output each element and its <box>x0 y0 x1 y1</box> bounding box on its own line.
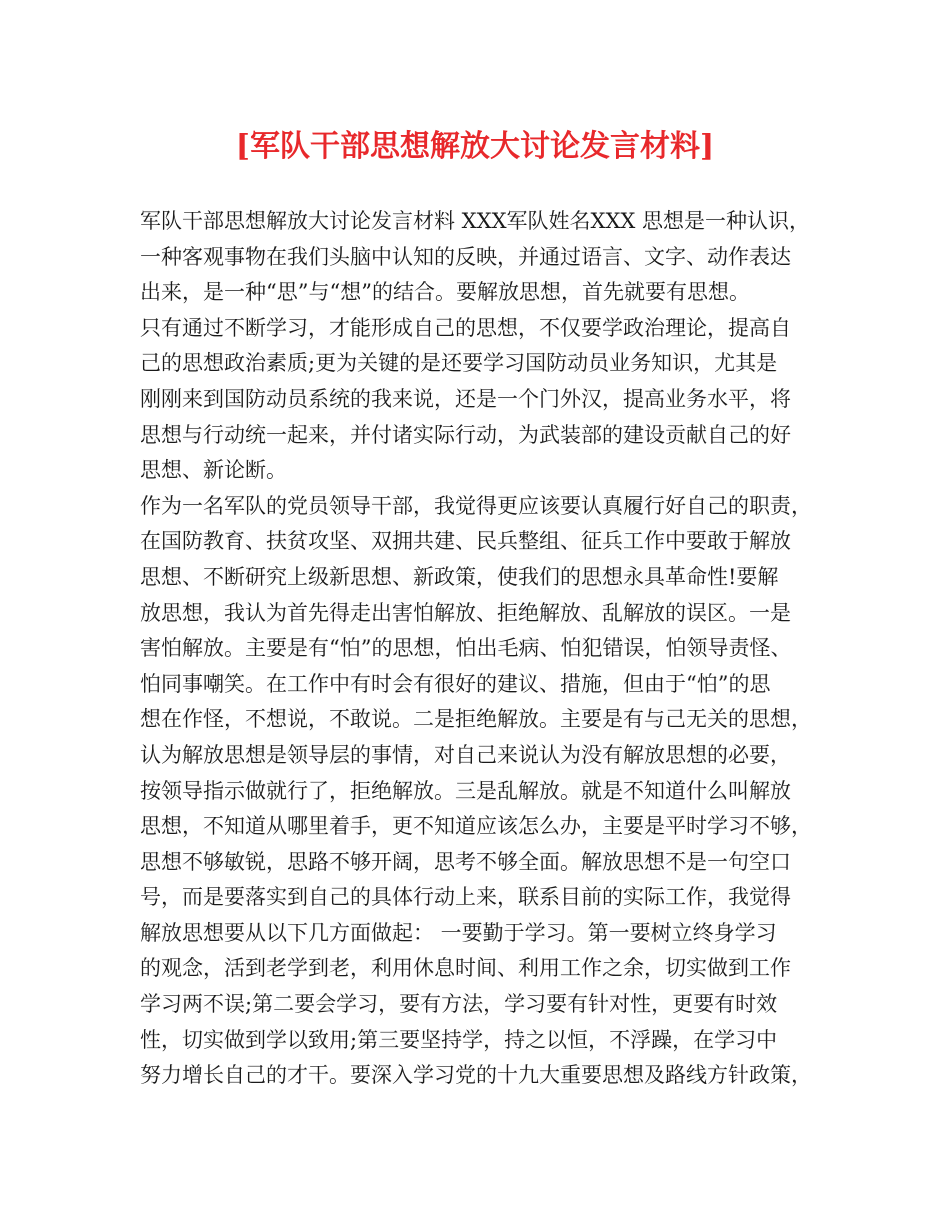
body-line: 己的思想政治素质;更为关键的是还要学习国防动员业务知识，尤其是 <box>140 351 778 376</box>
document-body <box>140 204 840 1094</box>
body-line: 学习两不误;第二要会学习，要有方法，学习要有针对性，更要有时效 <box>140 992 778 1017</box>
body-line: 在国防教育、扶贫攻坚、双拥共建、民兵整组、征兵工作中要敢于解放 <box>140 529 791 554</box>
body-line: 按领导指示做就行了，拒绝解放。三是乱解放。就是不知道什么叫解放 <box>140 778 791 803</box>
body-line: 军队干部思想解放大讨论发言材料 XXX军队姓名XXX 思想是一种认识， <box>140 209 811 233</box>
body-line: 努力增长自己的才干。要深入学习党的十九大重要思想及路线方针政策， <box>140 1063 812 1088</box>
body-line: 出来，是一种“思”与“想”的结合。要解放思想，首先就要有思想。 <box>140 280 750 305</box>
body-line: 解放思想要从以下几方面做起： 一要勤于学习。第一要树立终身学习 <box>140 920 777 945</box>
body-line: 作为一名军队的党员领导干部，我觉得更应该要认真履行好自己的职责， <box>140 493 812 518</box>
body-line: 想在作怪，不想说，不敢说。二是拒绝解放。主要是有与己无关的思想， <box>140 707 812 732</box>
body-line: 放思想，我认为首先得走出害怕解放、拒绝解放、乱解放的误区。一是 <box>140 600 791 625</box>
body-line: 一种客观事物在我们头脑中认知的反映，并通过语言、文字、动作表达 <box>140 244 791 269</box>
body-line: 思想、新论断。 <box>140 458 287 483</box>
body-line: 思想不够敏锐，思路不够开阔，思考不够全面。解放思想不是一句空口 <box>140 849 791 874</box>
body-line: 性，切实做到学以致用;第三要坚持学，持之以恒，不浮躁，在学习中 <box>140 1027 778 1052</box>
body-line: 思想，不知道从哪里着手，更不知道应该怎么办，主要是平时学习不够， <box>140 814 812 839</box>
body-line: 认为解放思想是领导层的事情，对自己来说认为没有解放思想的必要， <box>140 742 791 767</box>
body-line: 思想、不断研究上级新思想、新政策，使我们的思想永具革命性!要解 <box>140 564 779 589</box>
document-title: [军队干部思想解放大讨论发言材料] <box>235 129 715 164</box>
body-line: 的观念，活到老学到老，利用休息时间、利用工作之余，切实做到工作 <box>140 956 791 981</box>
body-line: 害怕解放。主要是有“怕”的思想，怕出毛病、怕犯错误，怕领导责怪、 <box>140 636 792 661</box>
body-line: 号，而是要落实到自己的具体行动上来，联系目前的实际工作，我觉得 <box>140 885 791 910</box>
body-line: 刚刚来到国防动员系统的我来说，还是一个门外汉，提高业务水平，将 <box>140 386 791 411</box>
body-line: 思想与行动统一起来，并付诸实际行动，为武装部的建设贡献自己的好 <box>140 422 791 447</box>
body-line: 怕同事嘲笑。在工作中有时会有很好的建议、措施，但由于“怕”的思 <box>140 671 771 696</box>
body-line: 只有通过不断学习，才能形成自己的思想，不仅要学政治理论，提高自 <box>140 315 791 340</box>
